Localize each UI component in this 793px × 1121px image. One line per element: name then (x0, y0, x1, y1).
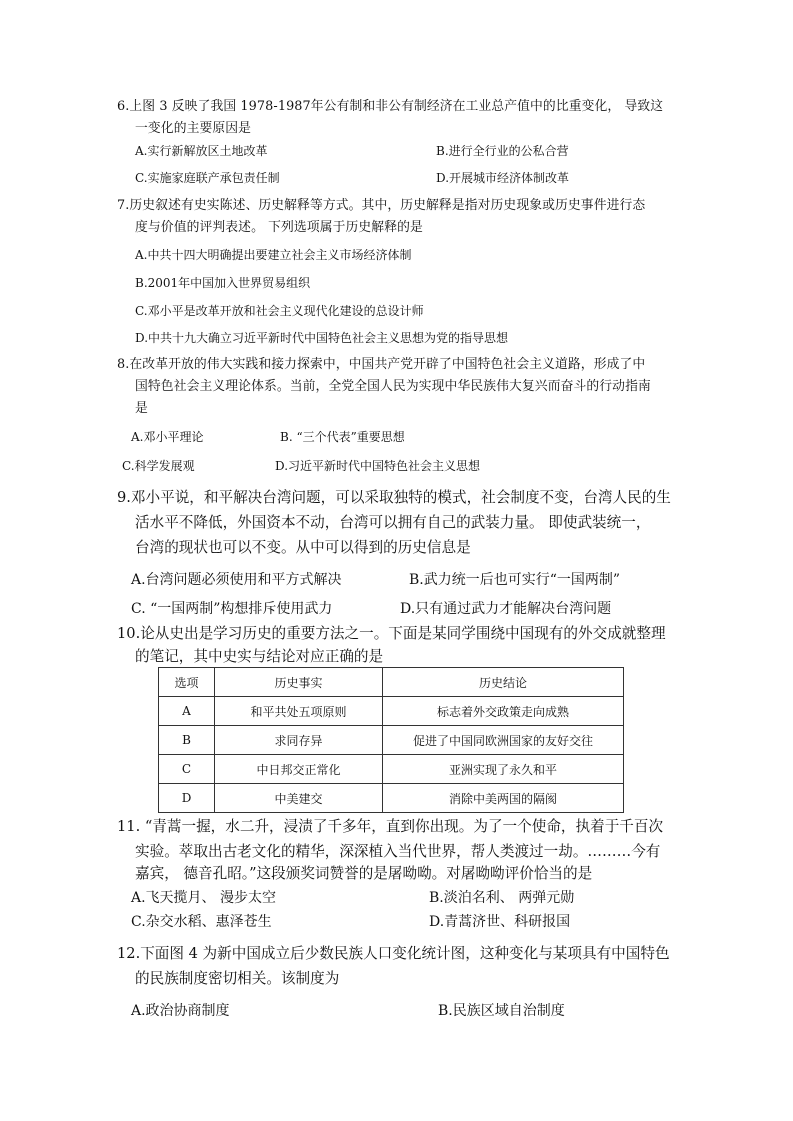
q11-stem-line2: 实验。萃取出古老文化的精华，深深植入当代世界，帮人类渡过一劫。………今有 (135, 843, 661, 860)
q8-stem-line3: 是 (135, 401, 148, 416)
q12-stem-line2: 的民族制度密切相关。该制度为 (135, 970, 340, 987)
table-cell-option: B (159, 726, 215, 755)
table-cell-conclusion: 消除中美两国的隔阂 (383, 784, 624, 813)
table-cell-fact: 求同存异 (215, 726, 383, 755)
q11-option-b: B.淡泊名利、 两弹元勋 (429, 890, 575, 906)
table-header: 历史结论 (383, 668, 624, 697)
q9-option-b: B.武力统一后也可实行“一国两制” (409, 572, 621, 588)
q8-stem-line2: 国特色社会主义理论体系。当前，全党全国人民为实现中华民族伟大复兴而奋斗的行动指南 (135, 379, 651, 394)
history-facts-table (158, 667, 624, 813)
q12-option-b: B.民族区域自治制度 (438, 1003, 565, 1019)
table-header-row (159, 668, 624, 697)
q11-stem-line1: 11. “青蒿一握，水二升，浸渍了千多年，直到你出现。为了一个使命，执着于千百次 (117, 818, 664, 835)
q11-option-c: C.杂交水稻、惠泽苍生 (131, 914, 272, 930)
q6-stem-line1: 6.上图 3 反映了我国 1978-1987年公有制和非公有制经济在工业总产值中的比重变化， 导致这 (117, 99, 664, 114)
q7-stem-line1: 7.历史叙述有史实陈述、历史解释等方式。其中，历史解释是指对历史现象或历史事件进行态 (117, 198, 646, 213)
table-cell-option: A (159, 697, 215, 726)
table-cell-fact: 中美建交 (215, 784, 383, 813)
table-row (159, 755, 624, 784)
q9-stem-line2: 活水平不降低，外国资本不动，台湾可以拥有自己的武装力量。 即使武装统一， (135, 514, 651, 531)
q12-option-a: A.政治协商制度 (131, 1003, 230, 1019)
q7-option-a: A.中共十四大明确提出要建立社会主义市场经济体制 (135, 248, 412, 262)
q9-option-d: D.只有通过武力才能解决台湾问题 (400, 601, 612, 617)
q9-option-a: A.台湾问题必须使用和平方式解决 (131, 572, 342, 588)
q8-option-d: D.习近平新时代中国特色社会主义思想 (275, 459, 481, 473)
q7-stem-line2: 度与价值的评判表述。 下列选项属于历史解释的是 (135, 220, 423, 235)
q9-stem-line3: 台湾的现状也可以不变。从中可以得到的历史信息是 (135, 539, 471, 556)
q8-stem-line1: 8.在改革开放的伟大实践和接力探索中，中国共产党开辟了中国特色社会主义道路，形成了中 (117, 357, 646, 372)
q8-option-a: A.邓小平理论 (131, 430, 204, 444)
q9-stem-line1: 9.邓小平说，和平解决台湾问题，可以采取独特的模式，社会制度不变，台湾人民的生 (117, 489, 671, 506)
q11-option-d: D.青蒿济世、科研报国 (429, 914, 571, 930)
table-cell-conclusion: 促进了中国同欧洲国家的友好交往 (383, 726, 624, 755)
q8-option-c: C.科学发展观 (122, 459, 195, 473)
table-cell-option: C (159, 755, 215, 784)
q6-option-d: D.开展城市经济体制改革 (436, 171, 570, 185)
table-cell-conclusion: 标志着外交政策走向成熟 (383, 697, 624, 726)
table-row (159, 784, 624, 813)
table-cell-fact: 中日邦交正常化 (215, 755, 383, 784)
q6-option-b: B.进行全行业的公私合营 (436, 144, 569, 158)
q6-option-a: A.实行新解放区土地改革 (135, 144, 268, 158)
q7-option-b: B.2001年中国加入世界贸易组织 (135, 276, 311, 290)
q11-option-a: A.飞天揽月、 漫步太空 (131, 890, 277, 906)
table-header: 选项 (159, 668, 215, 697)
q6-option-c: C.实施家庭联产承包责任制 (135, 171, 280, 185)
q10-stem-line1: 10.论从史出是学习历史的重要方法之一。下面是某同学围绕中国现有的外交成就整理 (117, 625, 666, 642)
q9-option-c: C. “一国两制”构想排斥使用武力 (131, 601, 333, 617)
q12-stem-line1: 12.下面图 4 为新中国成立后少数民族人口变化统计图，这种变化与某项具有中国特色 (117, 945, 670, 962)
table-row (159, 726, 624, 755)
q8-option-b: B. “三个代表”重要思想 (280, 430, 405, 444)
q10-stem-line2: 的笔记，其中史实与结论对应正确的是 (135, 648, 384, 665)
q7-option-c: C.邓小平是改革开放和社会主义现代化建设的总设计师 (135, 304, 424, 318)
table-cell-conclusion: 亚洲实现了永久和平 (383, 755, 624, 784)
q7-option-d: D.中共十九大确立习近平新时代中国特色社会主义思想为党的指导思想 (135, 331, 509, 345)
table-cell-option: D (159, 784, 215, 813)
table-header: 历史事实 (215, 668, 383, 697)
table-cell-fact: 和平共处五项原则 (215, 697, 383, 726)
q6-stem-line2: 一变化的主要原因是 (135, 121, 252, 136)
table-row (159, 697, 624, 726)
q11-stem-line3: 嘉宾， 德音孔昭。”这段颁奖词赞誉的是屠呦呦。对屠呦呦评价恰当的是 (135, 865, 593, 882)
